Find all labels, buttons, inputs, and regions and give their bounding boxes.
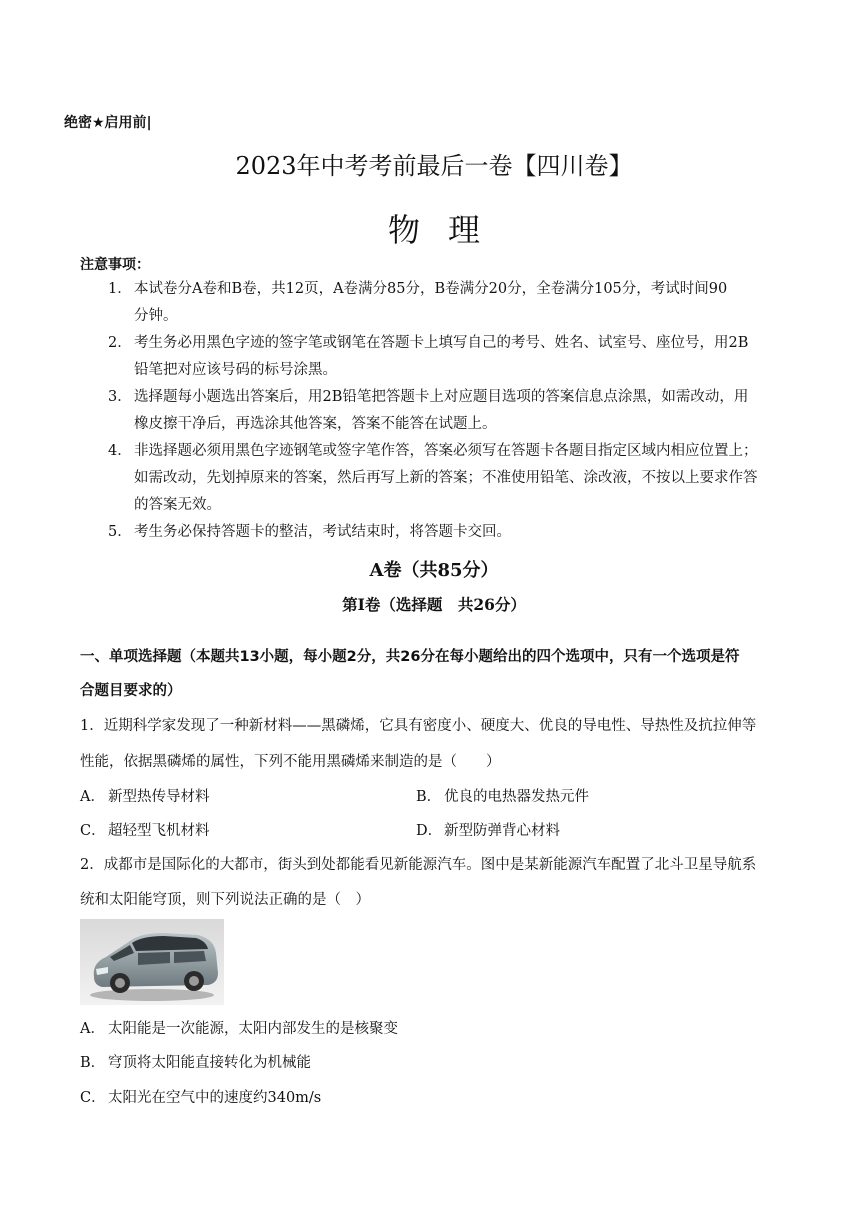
question-2-text: 统和太阳能穹顶，则下列说法正确的是（ ） — [80, 892, 370, 908]
option-c: C． 超轻型飞机材料 — [80, 823, 210, 839]
notice-item: 4． 非选择题必须用黑色字迹钢笔或签字笔作答，答案必须写在答题卡各题目指定区域内相应位置上； 如需改动，先划掉原来的答案，然后再写上新的答案；不准使用铅笔、涂改液，不按以上要求作答 的答案无效。 — [108, 443, 758, 513]
question-1-text: 1．近期科学家发现了一种新材料——黑磷烯，它具有密度小、硬度大、优良的导电性、导热性及抗拉伸等 — [80, 718, 757, 734]
exam-title: 2023年中考考前最后一卷【四川卷】 — [235, 152, 633, 180]
option-b: B． 穹顶将太阳能直接转化为机械能 — [80, 1055, 311, 1071]
question-1-text: 性能，依据黑磷烯的属性，下列不能用黑磷烯来制造的是（ ） — [80, 754, 501, 770]
option-a: A． 新型热传导材料 — [80, 789, 210, 805]
option-b: B． 优良的电热器发热元件 — [416, 789, 589, 805]
confidential-mark: 绝密★启用前| — [64, 115, 152, 131]
notice-item: 3． 选择题每小题选出答案后，用2B铅笔把答题卡上对应题目选项的答案信息点涂黑，如需改动，用 橡皮擦干净后，再选涂其他答案，答案不能答在试题上。 — [108, 389, 749, 432]
notice-item: 5． 考生务必保持答题卡的整洁，考试结束时，将答题卡交回。 — [108, 524, 511, 540]
option-a: A． 太阳能是一次能源，太阳内部发生的是核聚变 — [80, 1021, 398, 1037]
notice-item: 1． 本试卷分A卷和B卷，共12页，A卷满分85分，B卷满分20分，全卷满分105分，考试时间90 分钟。 — [108, 281, 728, 324]
section-a-title: A卷（共85分） — [369, 560, 499, 581]
notice-heading: 注意事项： — [80, 257, 150, 273]
notice-item: 2． 考生务必用黑色字迹的签字笔或钢笔在答题卡上填写自己的考号、姓名、试室号、座位号，用2B 铅笔把对应该号码的标号涂黑。 — [108, 335, 749, 378]
question-section-heading: 一、单项选择题（本题共13小题，每小题2分，共26分在每小题给出的四个选项中，只有一个选项是符 合题目要求的） — [80, 649, 740, 699]
car-image — [80, 919, 224, 1005]
subject-title: 物理 — [387, 211, 508, 249]
part1-title: 第Ⅰ卷（选择题 共26分） — [342, 595, 526, 614]
question-2-text: 2．成都市是国际化的大都市，街头到处都能看见新能源汽车。图中是某新能源汽车配置了北斗卫星导航系 — [80, 857, 757, 873]
option-d: D． 新型防弹背心材料 — [416, 823, 560, 839]
option-c: C． 太阳光在空气中的速度约340m/s — [80, 1090, 322, 1106]
